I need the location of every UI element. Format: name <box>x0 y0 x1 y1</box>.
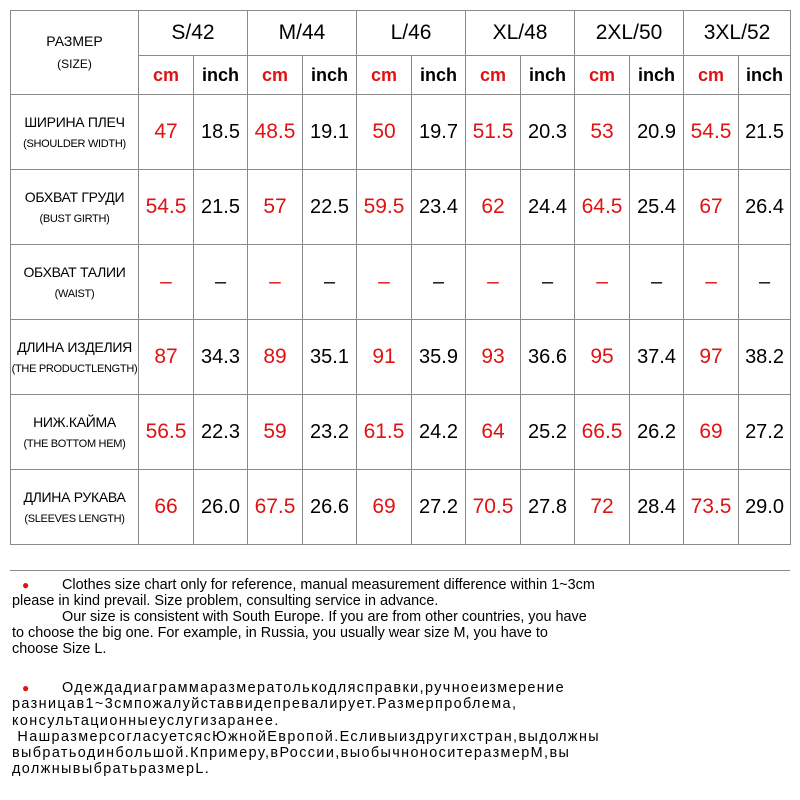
note-en-line: Clothes size chart only for reference, manual measurement difference within 1~3cm <box>62 577 595 593</box>
value-cm: 89 <box>248 320 303 395</box>
size-label-en: (SIZE) <box>57 56 92 71</box>
notes-english <box>12 577 792 657</box>
value-inch: 26.4 <box>739 170 791 245</box>
notes-russian <box>12 680 792 778</box>
measurement-label-ru: НИЖ.КАЙМА <box>33 414 116 430</box>
value-inch: – <box>739 245 791 320</box>
value-cm: 93 <box>466 320 521 395</box>
value-inch: 22.5 <box>303 170 357 245</box>
measurement-label-ru: ДЛИНА ИЗДЕЛИЯ <box>17 339 132 355</box>
note-ru-line: выбратьодинбольшой.Кпримеру,вРоссии,выобычноноситеразмерM,вы <box>12 745 571 762</box>
value-cm: 57 <box>248 170 303 245</box>
value-cm: 53 <box>575 95 630 170</box>
value-cm: 97 <box>684 320 739 395</box>
unit-cm-header: cm <box>248 56 303 95</box>
unit-inch-header: inch <box>630 56 684 95</box>
value-inch: 34.3 <box>194 320 248 395</box>
value-inch: 18.5 <box>194 95 248 170</box>
measurement-label-ru: ОБХВАТ ГРУДИ <box>24 189 125 205</box>
size-header-s: S/42 <box>139 11 248 56</box>
value-inch: 25.4 <box>630 170 684 245</box>
value-inch: 22.3 <box>194 395 248 470</box>
measurement-label-ru: ДЛИНА РУКАВА <box>23 489 126 505</box>
value-cm: 70.5 <box>466 470 521 545</box>
value-cm: 59.5 <box>357 170 412 245</box>
value-inch: 27.2 <box>412 470 466 545</box>
value-inch: 23.2 <box>303 395 357 470</box>
value-inch: – <box>521 245 575 320</box>
measurement-label-en: (THE PRODUCTLENGTH) <box>11 363 138 375</box>
value-cm: 47 <box>139 95 194 170</box>
value-inch: – <box>194 245 248 320</box>
note-en-line: to choose the big one. For example, in Russia, you usually wear size M, you have to <box>12 625 548 641</box>
value-inch: 24.4 <box>521 170 575 245</box>
value-inch: 29.0 <box>739 470 791 545</box>
value-inch: 19.1 <box>303 95 357 170</box>
measurement-row <box>11 395 791 470</box>
value-cm: 66.5 <box>575 395 630 470</box>
size-header-xl: XL/48 <box>466 11 575 56</box>
value-cm: – <box>466 245 521 320</box>
measurement-label-en: (SHOULDER WIDTH) <box>23 138 126 150</box>
note-ru-line: консультационныеуслугизаранее. <box>12 712 280 729</box>
bullet-icon: ● <box>22 578 30 592</box>
note-ru-line: Одеждадиаграммаразмератолькодляcправки,ручноеизмерение <box>62 680 565 696</box>
unit-inch-header: inch <box>412 56 466 95</box>
value-inch: 26.6 <box>303 470 357 545</box>
value-inch: – <box>630 245 684 320</box>
value-cm: 64 <box>466 395 521 470</box>
note-ru-line: должнывыбратьразмерL. <box>12 761 211 778</box>
unit-inch-header: inch <box>303 56 357 95</box>
size-label-ru: РАЗМЕР <box>46 33 103 50</box>
size-corner-label <box>11 11 139 95</box>
value-inch: 35.9 <box>412 320 466 395</box>
value-inch: 24.2 <box>412 395 466 470</box>
value-cm: 87 <box>139 320 194 395</box>
measurement-label <box>11 95 139 170</box>
value-cm: 67.5 <box>248 470 303 545</box>
measurement-row <box>11 320 791 395</box>
value-cm: – <box>684 245 739 320</box>
value-inch: 23.4 <box>412 170 466 245</box>
note-en-line: choose Size L. <box>12 641 107 657</box>
unit-inch-header: inch <box>194 56 248 95</box>
bullet-icon: ● <box>22 681 31 695</box>
value-cm: – <box>357 245 412 320</box>
value-inch: – <box>412 245 466 320</box>
measurement-row <box>11 95 791 170</box>
measurement-label <box>11 170 139 245</box>
value-cm: – <box>575 245 630 320</box>
value-inch: 19.7 <box>412 95 466 170</box>
note-ru-line: НашразмерсогласуетсясЮжнойЕвропой.Есливыиздругихстран,выдолжны <box>17 728 601 745</box>
unit-cm-header: cm <box>357 56 412 95</box>
value-cm: – <box>139 245 194 320</box>
value-inch: 20.3 <box>521 95 575 170</box>
value-cm: 54.5 <box>684 95 739 170</box>
value-cm: 91 <box>357 320 412 395</box>
size-chart-table <box>10 10 791 545</box>
notes-divider <box>10 570 790 571</box>
unit-cm-header: cm <box>684 56 739 95</box>
measurement-row <box>11 170 791 245</box>
value-cm: 69 <box>684 395 739 470</box>
unit-cm-header: cm <box>466 56 521 95</box>
value-inch: 20.9 <box>630 95 684 170</box>
measurement-label-ru: ШИРИНА ПЛЕЧ <box>24 114 125 130</box>
note-en-line: Our size is consistent with South Europe. If you are from other countries, you have <box>62 609 587 625</box>
value-inch: 21.5 <box>194 170 248 245</box>
value-cm: 66 <box>139 470 194 545</box>
measurement-row <box>11 470 791 545</box>
note-en-line: please in kind prevail. Size problem, consulting service in advance. <box>12 593 439 609</box>
value-cm: – <box>248 245 303 320</box>
measurement-label <box>11 470 139 545</box>
value-cm: 51.5 <box>466 95 521 170</box>
measurement-label-ru: ОБХВАТ ТАЛИИ <box>23 264 126 280</box>
value-inch: – <box>303 245 357 320</box>
value-inch: 37.4 <box>630 320 684 395</box>
value-cm: 95 <box>575 320 630 395</box>
value-cm: 48.5 <box>248 95 303 170</box>
size-header-row <box>11 11 791 56</box>
value-inch: 27.8 <box>521 470 575 545</box>
value-inch: 28.4 <box>630 470 684 545</box>
value-cm: 61.5 <box>357 395 412 470</box>
size-header-m: M/44 <box>248 11 357 56</box>
value-inch: 25.2 <box>521 395 575 470</box>
value-cm: 56.5 <box>139 395 194 470</box>
measurement-label <box>11 395 139 470</box>
size-header-l: L/46 <box>357 11 466 56</box>
size-header-2xl: 2XL/50 <box>575 11 684 56</box>
value-cm: 50 <box>357 95 412 170</box>
unit-cm-header: cm <box>575 56 630 95</box>
size-header-3xl: 3XL/52 <box>684 11 791 56</box>
unit-inch-header: inch <box>521 56 575 95</box>
value-cm: 67 <box>684 170 739 245</box>
measurement-label-en: (WAIST) <box>54 288 95 300</box>
measurement-label <box>11 320 139 395</box>
measurement-label-en: (THE BOTTOM HEM) <box>23 438 126 450</box>
measurement-label-en: (BUST GIRTH) <box>39 213 110 225</box>
value-inch: 36.6 <box>521 320 575 395</box>
measurement-label <box>11 245 139 320</box>
value-cm: 64.5 <box>575 170 630 245</box>
value-inch: 38.2 <box>739 320 791 395</box>
value-inch: 26.0 <box>194 470 248 545</box>
value-inch: 26.2 <box>630 395 684 470</box>
value-inch: 21.5 <box>739 95 791 170</box>
value-cm: 62 <box>466 170 521 245</box>
measurement-row <box>11 245 791 320</box>
value-cm: 73.5 <box>684 470 739 545</box>
value-cm: 54.5 <box>139 170 194 245</box>
measurement-label-en: (SLEEVES LENGTH) <box>24 513 125 525</box>
value-cm: 69 <box>357 470 412 545</box>
value-inch: 27.2 <box>739 395 791 470</box>
unit-cm-header: cm <box>139 56 194 95</box>
value-cm: 59 <box>248 395 303 470</box>
value-inch: 35.1 <box>303 320 357 395</box>
value-cm: 72 <box>575 470 630 545</box>
unit-inch-header: inch <box>739 56 791 95</box>
note-ru-line: разницав1~3смпожалуйставвидепревалирует.Размерпроблема, <box>12 696 518 713</box>
